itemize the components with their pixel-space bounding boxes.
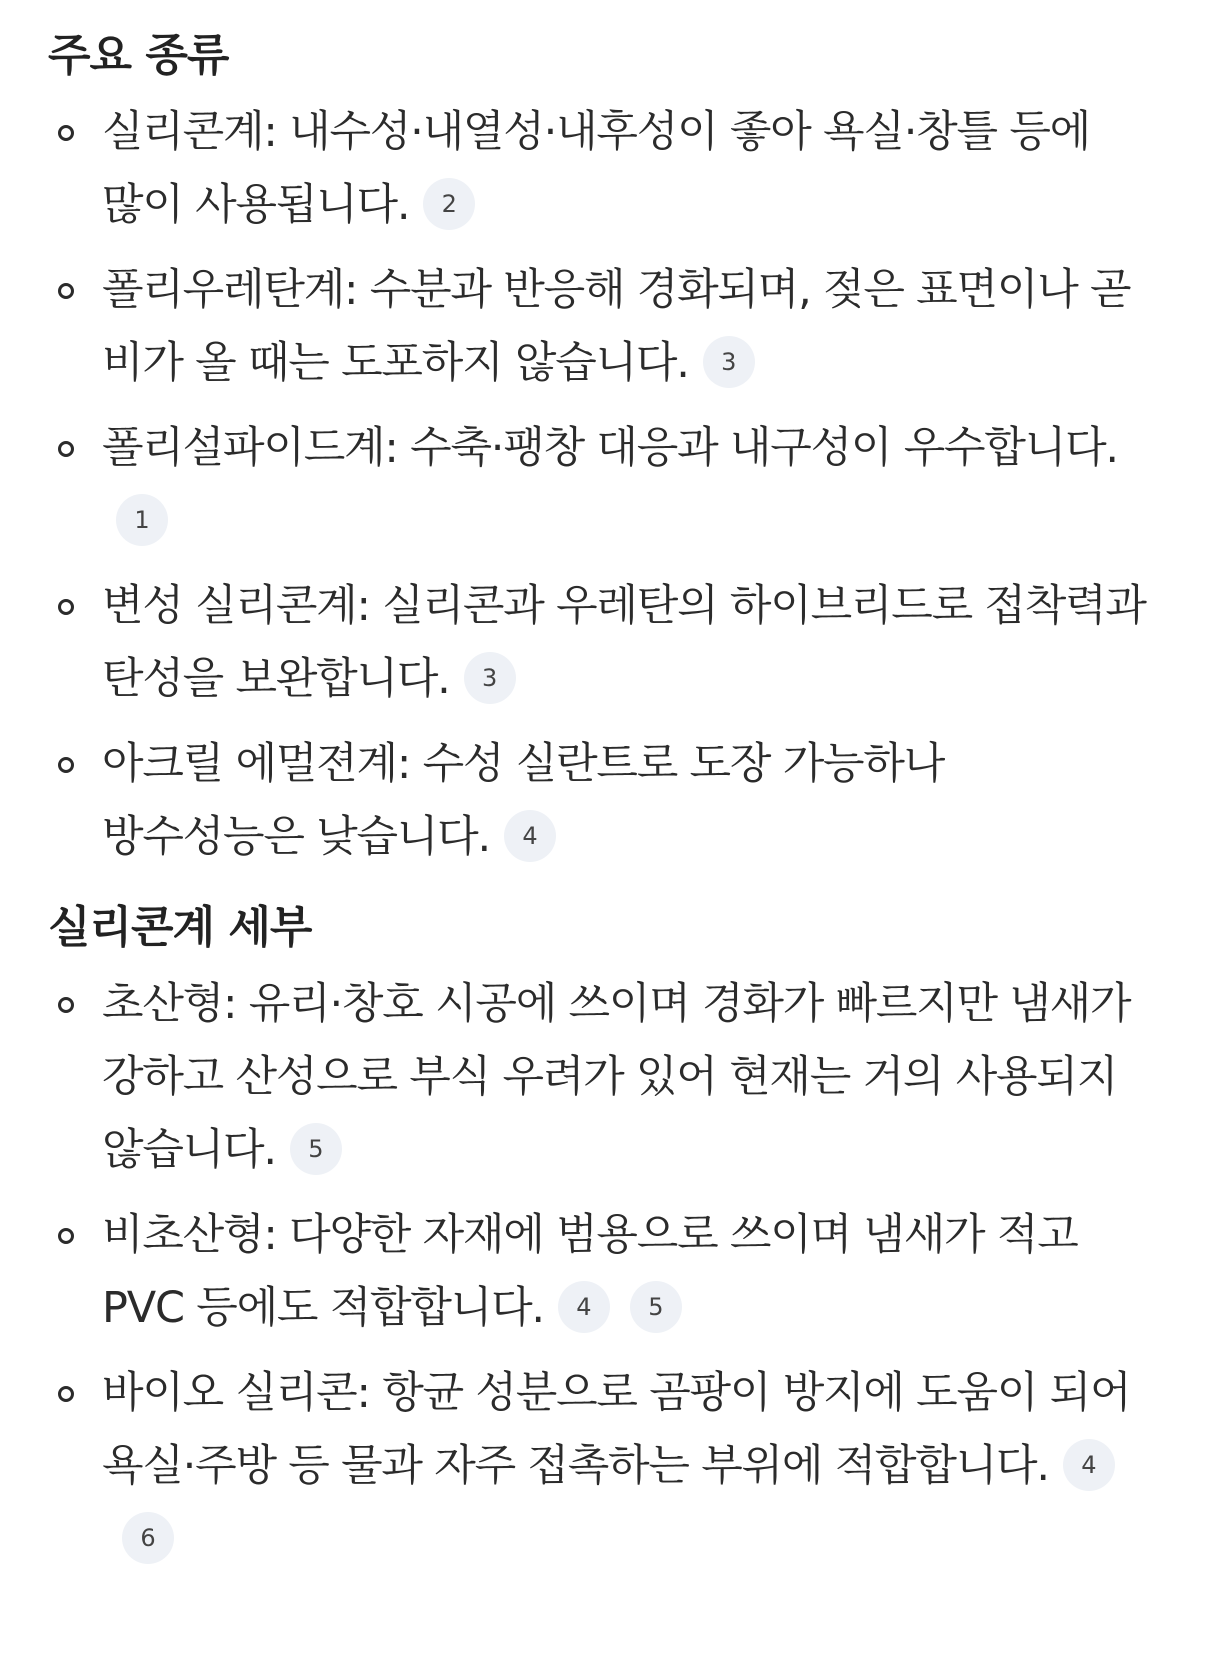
citation-badge[interactable]: 1 — [116, 494, 168, 546]
citation-badge[interactable]: 4 — [1063, 1439, 1115, 1491]
list-item — [48, 968, 1156, 1187]
section-title-main-types: 주요 종류 — [48, 30, 229, 81]
list-item-text: 바이오 실리콘: 항균 성분으로 곰팡이 방지에 도움이 되어 욕실·주방 등 물과 자주 접촉하는 부위에 적합합니다. — [102, 1368, 1131, 1491]
list-item-text: 폴리설파이드계: 수축·팽창 대응과 내구성이 우수합니다. — [102, 423, 1118, 473]
citation-badge[interactable]: 4 — [558, 1281, 610, 1333]
list-item — [48, 1199, 1156, 1345]
citation-badge[interactable]: 3 — [464, 652, 516, 704]
silicone-details-list — [48, 968, 1156, 1576]
list-item-text: 변성 실리콘계: 실리콘과 우레탄의 하이브리드로 접착력과 탄성을 보완합니다. — [102, 581, 1146, 704]
citation-badge[interactable]: 5 — [630, 1281, 682, 1333]
list-item — [48, 412, 1156, 558]
section-title-silicone-details: 실리콘계 세부 — [48, 902, 312, 953]
citation-badge[interactable]: 5 — [290, 1123, 342, 1175]
list-item-text: 초산형: 유리·창호 시공에 쓰이며 경화가 빠르지만 냄새가 강하고 산성으로 부식 우려가 있어 현재는 거의 사용되지 않습니다. — [102, 979, 1131, 1175]
citation-badge[interactable]: 6 — [122, 1512, 174, 1564]
citation-badge[interactable]: 2 — [423, 178, 475, 230]
list-item-text: 비초산형: 다양한 자재에 범용으로 쓰이며 냄새가 적고 PVC 등에도 적합합니다. — [102, 1210, 1078, 1333]
main-types-list — [48, 96, 1156, 874]
list-item — [48, 1357, 1156, 1576]
citation-badge[interactable]: 4 — [504, 810, 556, 862]
list-item-text: 실리콘계: 내수성·내열성·내후성이 좋아 욕실·창틀 등에 많이 사용됩니다. — [102, 107, 1091, 230]
list-item — [48, 728, 1156, 874]
list-item — [48, 96, 1156, 242]
list-item-text: 아크릴 에멀젼계: 수성 실란트로 도장 가능하나 방수성능은 낮습니다. — [102, 739, 945, 862]
list-item-text: 폴리우레탄계: 수분과 반응해 경화되며, 젖은 표면이나 곧 비가 올 때는 도포하지 않습니다. — [102, 265, 1131, 388]
list-item — [48, 570, 1156, 716]
citation-badge[interactable]: 3 — [703, 336, 755, 388]
list-item — [48, 254, 1156, 400]
